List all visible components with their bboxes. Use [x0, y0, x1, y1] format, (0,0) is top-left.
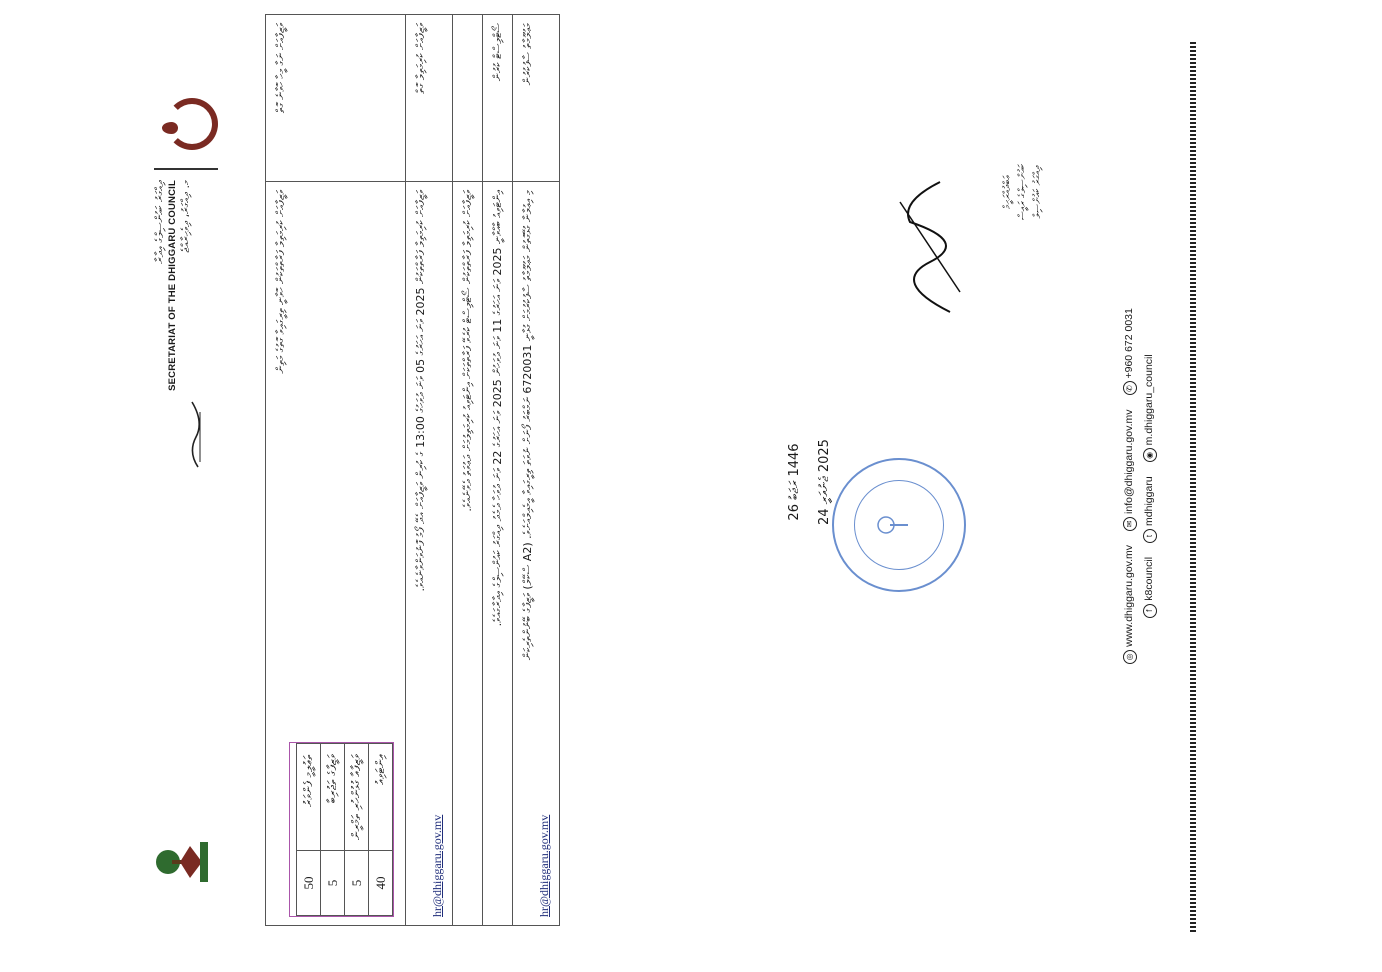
score-row: 40 އިންޓަވިއު: [369, 744, 393, 916]
table-row: [453, 15, 483, 926]
footer-website[interactable]: ◎www.dhiggaru.gov.mv: [1123, 545, 1137, 664]
footer-email[interactable]: ✉info@dhiggaru.gov.mv: [1123, 410, 1137, 531]
signatory-title: ކައުންސިލްގެ ރައީސް: [1017, 163, 1028, 221]
footer-phone[interactable]: ✆+960 672 0031: [1123, 308, 1137, 395]
header-divider: [154, 168, 218, 170]
table-row: [513, 15, 560, 926]
twitter-icon: t: [1143, 529, 1157, 543]
signatory-block: [1000, 112, 1045, 272]
table-cell-label: ޝޯޓްލިސްޓް ކުރުން: [483, 15, 513, 182]
table-cell-label: [453, 15, 483, 182]
footer-instagram[interactable]: ◉m.dhiggaru_council: [1143, 354, 1157, 462]
score-row: 5 ވަޒީފާގެ ތަޖުރިބާ: [321, 744, 345, 916]
table-row: [266, 15, 406, 926]
organization-name: [152, 180, 193, 400]
score-row: 50 ތަޢުލީމީ ފެންވަރު: [297, 744, 321, 916]
footer-facebook[interactable]: fk8council: [1143, 557, 1157, 618]
table-cell-text: އިންޓަވިއު ބާއްވާނީ 2025 ވަނަ އަހަރުގެ 11 ވަނަ ދުވަހުން 2025 ވަނަ އަހަރުގެ 22 ވަނަ ދުވަހާ ދެމެދު ދިއްގަރު ކައުންސިލްގެ އިދާރާގައެވެ.: [483, 182, 513, 926]
signature-icon: [870, 172, 980, 332]
gregorian-date: 2025 ޖެނުއަރީ 24: [817, 439, 832, 525]
org-name-english: SECRETARIAT OF THE DHIGGARU COUNCIL: [167, 180, 178, 391]
facebook-icon: f: [1143, 604, 1157, 618]
phone-icon: ✆: [1123, 382, 1137, 396]
table-cell-text: ވަޒީފާއަށް ކުރިމަތިލާ ފަރާތްތަކުން ޝޯޓްލިސްޓް ކުރެވޭ ފަރާތްތަކަށް އިންޓަވިއު ކުރިމަތިލުމަށް ދަޢުވަތު ދެވޭނެއެވެ.: [453, 182, 483, 926]
table-row: [483, 15, 513, 926]
footer-twitter[interactable]: tmdhiggaru: [1143, 476, 1157, 543]
table-cell-label: ވަޒީފާއަށް ކުރިމަތިލާ ގޮތް: [406, 15, 453, 182]
mail-icon: ✉: [1123, 517, 1137, 531]
score-row: 5 ވަޒީފާއާ ގުޅުންހުރި ތަމްރީން: [345, 744, 369, 916]
hr-email-link[interactable]: hr@dhiggaru.gov.mv: [537, 814, 551, 917]
recruitment-criteria-table: [265, 14, 560, 926]
hijri-date: 1446 ރަޖަބު 26: [787, 443, 802, 521]
hr-email-link[interactable]: hr@dhiggaru.gov.mv: [430, 814, 444, 917]
org-address-dhivehi: މ. ދިއްގަރު، ދިވެހިރާއްޖެ: [179, 180, 192, 253]
table-cell-text: ވަޒީފާއަށް ކުރިމަތިލާ ފަރާތްތަކުން ހޮވާނީ ތިރީގައިވާ ގޮތުގެ މަތިން 50 ތަޢުލީމީ ފެންވަރު 5 ވަޒީފާގެ ތަޖުރިބާ 5 ވަޒީފާއާ ގުޅުންހުރި ތަމްރީން 40 އިންޓަވިއު: [266, 182, 406, 926]
score-table: [289, 742, 394, 917]
signatory-role: ދިއްގަރު ކައުންސިލް: [1032, 165, 1043, 219]
council-logo-icon: [160, 100, 216, 156]
contact-footer: [1120, 50, 1164, 922]
table-cell-text: މި އިޢުލާނާ ގުޅޭގޮތުން މަޢުލޫމާތު ސާފުކުރުމަށް ގުޅާނީ 6720031 ނަމްބަރު ފޯނަށް ނުވަތަ ތިރީގައިވާ އީމެއިލްއަށެވެ. (A2 ސްކޭލް) ވަޒީފާގެ ބޭނުންތެރިކަން hr@dhiggaru.gov.mv: [513, 182, 560, 926]
letterhead: [150, 60, 245, 912]
table-cell-text: ވަޒީފާއަށް ކުރިމަތިލާ ފަރާތްތަކުން 2025 ވަނަ އަހަރުގެ 05 ވަނަ ދުވަހުގެ 13:00 ގެ ކުރިން ވަޒީފާއަށް އެދޭ ފޯމު ފޮނުވަންވާނެއެވެ. hr@dhiggaru.gov.mv: [406, 182, 453, 926]
org-name-dhivehi: ދިއްގަރު ކައުންސިލްގެ އިދާރާ: [153, 180, 166, 264]
council-seal-icon: [832, 458, 966, 592]
instagram-icon: ◉: [1143, 448, 1157, 462]
date-block: [780, 412, 840, 552]
signatory-name: ޢަބްދުއްރަޙީމް: [1002, 175, 1013, 209]
globe-icon: ◎: [1123, 650, 1137, 664]
bismillah-calligraphy-icon: [184, 392, 204, 472]
national-emblem-icon: [150, 832, 220, 892]
table-row: [406, 15, 453, 926]
table-cell-label: މަޢުލޫމާތު ސާފުކުރުން: [513, 15, 560, 182]
table-cell-label: ވަޒީފާއަށް ނަގާ މީހާ ހޮވާނެ ގޮތް: [266, 15, 406, 182]
footer-dashed-border: [1190, 40, 1196, 932]
